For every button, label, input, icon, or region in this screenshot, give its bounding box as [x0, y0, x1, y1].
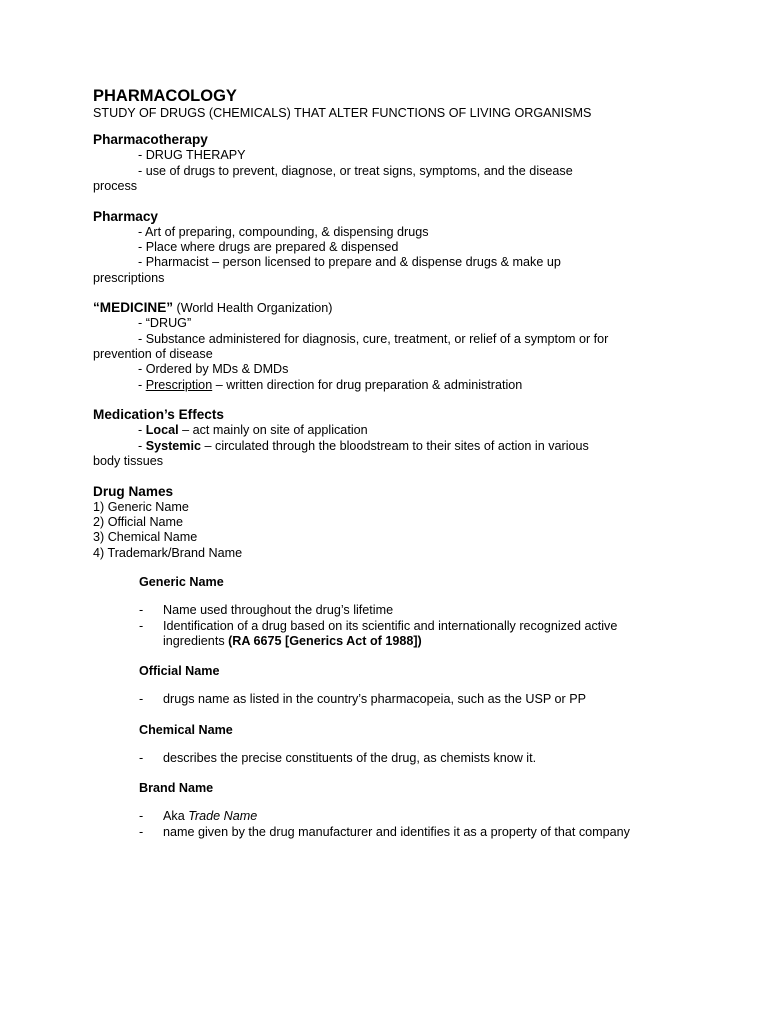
dash-prefix: -	[138, 423, 146, 438]
bullet-text	[163, 809, 633, 824]
generic-definition: Identification of a drug based on its scientific and internationally recognized active ingredients	[163, 618, 618, 648]
systemic-term: Systemic	[145, 438, 202, 453]
list-item: - Substance administered for diagnosis, cure, treatment, or relief of a symptom or for	[138, 331, 609, 346]
generic-law-reference: (RA 6675 [Generics Act of 1988])	[228, 633, 422, 648]
aka-prefix: Aka	[163, 809, 189, 824]
section-heading: Drug Names	[93, 483, 174, 499]
list-item-continuation: prevention of disease	[93, 347, 213, 362]
bullet-item	[93, 809, 693, 824]
subsection-official	[93, 664, 693, 707]
list-item: - use of drugs to prevent, diagnose, or treat signs, symptoms, and the disease	[138, 163, 573, 178]
subsection-chemical	[93, 723, 693, 766]
list-item: - DRUG THERAPY	[138, 148, 246, 163]
bullet-text: describes the precise constituents of the drug, as chemists know it.	[163, 750, 537, 765]
list-item-continuation: body tissues	[93, 454, 164, 469]
page-subtitle: STUDY OF DRUGS (CHEMICALS) THAT ALTER FUNCTIONS OF LIVING ORGANISMS	[93, 106, 592, 120]
list-item: 1) Generic Name	[93, 499, 189, 514]
section-pharmacy	[93, 209, 693, 287]
dash-bullet: -	[139, 824, 144, 839]
dash-bullet: -	[139, 618, 144, 633]
local-definition: – act mainly on site of application	[178, 423, 368, 438]
systemic-definition: – circulated through the bloodstream to their sites of action in various	[201, 438, 589, 453]
bullet-item	[93, 825, 693, 840]
bullet-text: drugs name as listed in the country’s pharmacopeia, such as the USP or PP	[163, 692, 587, 707]
dash-prefix: -	[138, 377, 146, 392]
bullet-item	[93, 751, 693, 766]
subsection-heading: Brand Name	[139, 781, 214, 796]
bullet-item	[93, 692, 693, 707]
dash-bullet: -	[139, 750, 144, 765]
list-item: - Place where drugs are prepared & dispensed	[138, 240, 399, 255]
list-item: 4) Trademark/Brand Name	[93, 545, 243, 560]
document-page	[93, 86, 693, 840]
dash-bullet: -	[139, 809, 144, 824]
subsection-heading: Generic Name	[139, 575, 224, 590]
dash-prefix: -	[138, 438, 146, 453]
list-item: 3) Chemical Name	[93, 530, 198, 545]
list-item-local	[93, 423, 693, 438]
subsection-brand	[93, 781, 693, 840]
bullet-text	[163, 619, 633, 650]
list-item: 2) Official Name	[93, 514, 184, 529]
section-heading: Medication’s Effects	[93, 407, 224, 423]
medicine-heading-note: (World Health Organization)	[173, 301, 333, 316]
medicine-heading: “MEDICINE”	[93, 300, 174, 316]
prescription-definition: – written direction for drug preparation & administration	[212, 377, 523, 392]
list-item-systemic	[93, 439, 693, 454]
subsection-heading: Official Name	[139, 664, 220, 679]
list-item: - Ordered by MDs & DMDs	[138, 362, 289, 377]
local-term: Local	[145, 423, 179, 438]
list-item: - Art of preparing, compounding, & dispensing drugs	[138, 224, 429, 239]
section-heading: Pharmacy	[93, 208, 158, 224]
section-heading	[93, 300, 693, 316]
bullet-item	[93, 619, 693, 650]
list-item-continuation: prescriptions	[93, 270, 165, 285]
list-item-continuation: process	[93, 179, 138, 194]
subsection-heading: Chemical Name	[139, 722, 233, 737]
section-medicine	[93, 300, 693, 393]
bullet-text: Name used throughout the drug’s lifetime	[163, 603, 394, 618]
bullet-item	[93, 603, 693, 618]
dash-bullet: -	[139, 603, 144, 618]
dash-bullet: -	[139, 692, 144, 707]
section-effects	[93, 407, 693, 469]
prescription-term: Prescription	[145, 377, 213, 392]
bullet-text: name given by the drug manufacturer and identifies it as a property of that company	[163, 824, 630, 839]
list-item: - Pharmacist – person licensed to prepare and & dispense drugs & make up	[138, 255, 561, 270]
subsection-generic	[93, 575, 693, 649]
list-item-prescription	[93, 378, 693, 393]
section-heading: Pharmacotherapy	[93, 132, 208, 148]
section-pharmacotherapy	[93, 132, 693, 194]
section-drug-names	[93, 484, 693, 562]
page-title: PHARMACOLOGY	[93, 87, 237, 105]
list-item: - “DRUG”	[138, 316, 192, 331]
trade-name-term: Trade Name	[188, 809, 258, 824]
